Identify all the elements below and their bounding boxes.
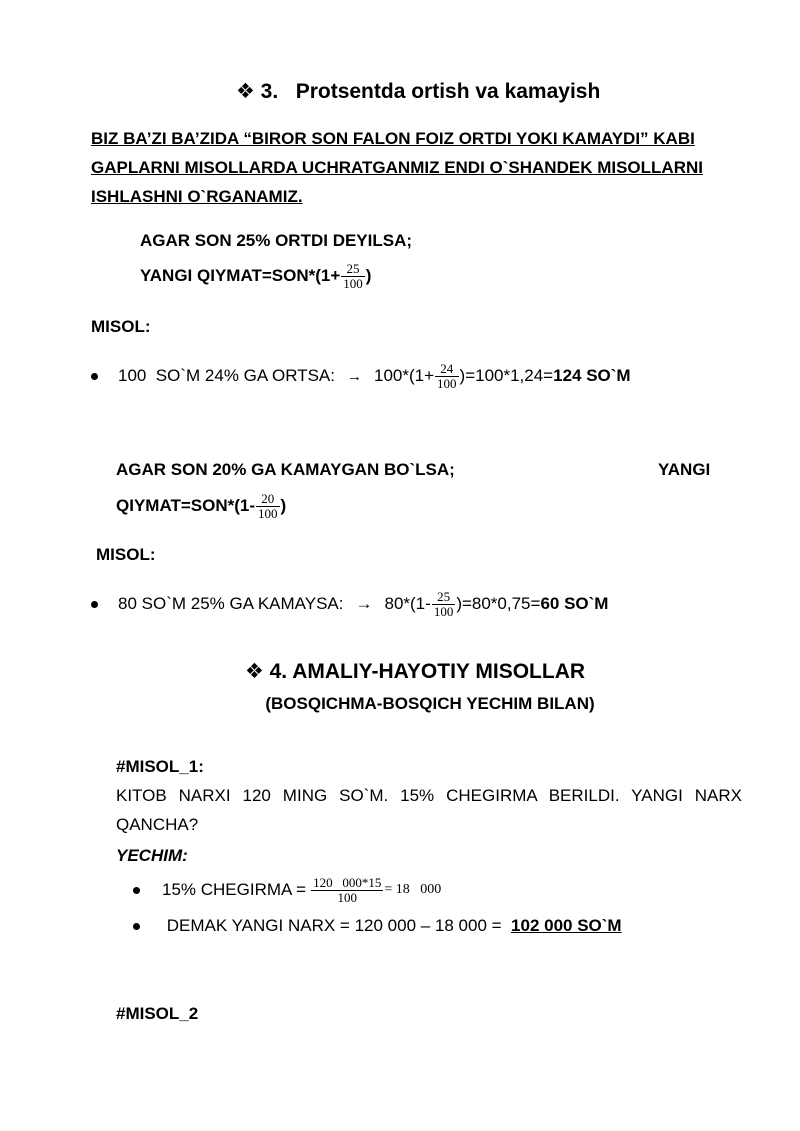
example-2 <box>91 586 608 622</box>
decrease-close-paren: ) <box>280 496 287 515</box>
section-4-title-text: 4. AMALIY-HAYOTIY MISOLLAR <box>269 660 586 683</box>
intro-paragraph <box>91 124 751 211</box>
example-2-calc-prefix: 80*(1- <box>384 594 431 613</box>
misol-1-text-line-1: KITOB NARXI 120 MING SO`M. 15% CHEGIRMA BERILDI. YANGI NARX <box>116 786 742 805</box>
increase-rule: AGAR SON 25% ORTDI DEYILSA; <box>140 231 413 250</box>
step-2-text: DEMAK YANGI NARX = 120 000 – 18 000 = <box>166 916 507 935</box>
increase-fraction <box>341 262 365 291</box>
intro-line-1: BIZ BA’ZI BA’ZIDA “BIROR SON FALON FOIZ ORTDI YOKI KAMAYDI” KABI <box>91 129 695 148</box>
arrow-right-icon: → <box>355 594 373 613</box>
increase-frac-den: 100 <box>343 275 363 291</box>
example-1-fraction <box>435 362 459 391</box>
section-4-subtitle: (BOSQICHMA-BOSQICH YECHIM BILAN) <box>265 694 595 713</box>
step-2-result: 102 000 SO`M <box>511 916 622 935</box>
misol-2-label: #MISOL_2 <box>116 1004 199 1023</box>
misol-1-label: #MISOL_1: <box>116 757 204 776</box>
step-1-text: 15% CHEGIRMA = <box>162 880 307 899</box>
example-1-frac-den: 100 <box>437 375 457 391</box>
example-1-frac-num: 24 <box>440 360 454 376</box>
section-4-title <box>0 659 800 684</box>
section-3-title-text: 3. Protsentda ortish va kamayish <box>260 80 601 103</box>
diamond-icon: ❖ <box>244 660 264 683</box>
step-1-result: = 18 000 <box>384 882 442 897</box>
section-3-title <box>236 79 600 104</box>
increase-formula-prefix: YANGI QIYMAT=SON*(1+ <box>140 266 341 285</box>
yechim-label: YECHIM: <box>116 846 188 865</box>
example-1-text: 100 SO`M 24% GA ORTSA: <box>118 366 335 385</box>
decrease-frac-den: 100 <box>258 505 278 521</box>
increase-frac-num: 25 <box>346 260 360 276</box>
decrease-formula <box>116 488 286 524</box>
step-1 <box>133 872 441 908</box>
example-1 <box>91 358 631 394</box>
bullet-icon <box>133 923 140 930</box>
intro-line-3: ISHLASHNI O`RGANAMIZ. <box>91 187 303 206</box>
step-2 <box>133 916 622 936</box>
intro-line-2: GAPLARNI MISOLLARDA UCHRATGANMIZ ENDI O`SHANDEK MISOLLARNI <box>91 158 703 177</box>
decrease-fraction <box>256 492 280 521</box>
example-2-fraction <box>432 590 456 619</box>
example-2-text: 80 SO`M 25% GA KAMAYSA: <box>118 594 344 613</box>
example-2-frac-den: 100 <box>433 603 454 619</box>
misol-label-2: MISOL: <box>96 545 156 564</box>
decrease-frac-num: 20 <box>261 490 275 506</box>
bullet-icon <box>91 601 98 608</box>
decrease-rule: AGAR SON 20% GA KAMAYGAN BO`LSA; <box>116 460 455 479</box>
example-1-calc-prefix: 100*(1+ <box>374 366 435 385</box>
increase-close-paren: ) <box>365 266 372 285</box>
example-2-frac-num: 25 <box>437 588 451 604</box>
example-1-result: 124 SO`M <box>553 366 631 385</box>
example-2-calc-suffix: )=80*0,75= <box>456 594 541 613</box>
decrease-yangi: YANGI <box>658 460 711 479</box>
increase-formula <box>140 258 371 294</box>
step-1-frac-den: 100 <box>311 890 383 905</box>
example-1-calc-suffix: )=100*1,24= <box>459 366 554 385</box>
bullet-icon <box>91 373 98 380</box>
decrease-formula-prefix: QIYMAT=SON*(1- <box>116 496 256 515</box>
arrow-right-icon: → <box>347 367 362 385</box>
step-1-frac-num: 120 000*15 <box>313 874 382 890</box>
bullet-icon <box>133 887 140 894</box>
diamond-icon: ❖ <box>236 80 255 103</box>
step-1-fraction <box>311 876 383 905</box>
misol-1-text-line-2: QANCHA? <box>116 815 199 834</box>
example-2-result: 60 SO`M <box>540 594 609 613</box>
misol-label-1: MISOL: <box>91 317 151 336</box>
